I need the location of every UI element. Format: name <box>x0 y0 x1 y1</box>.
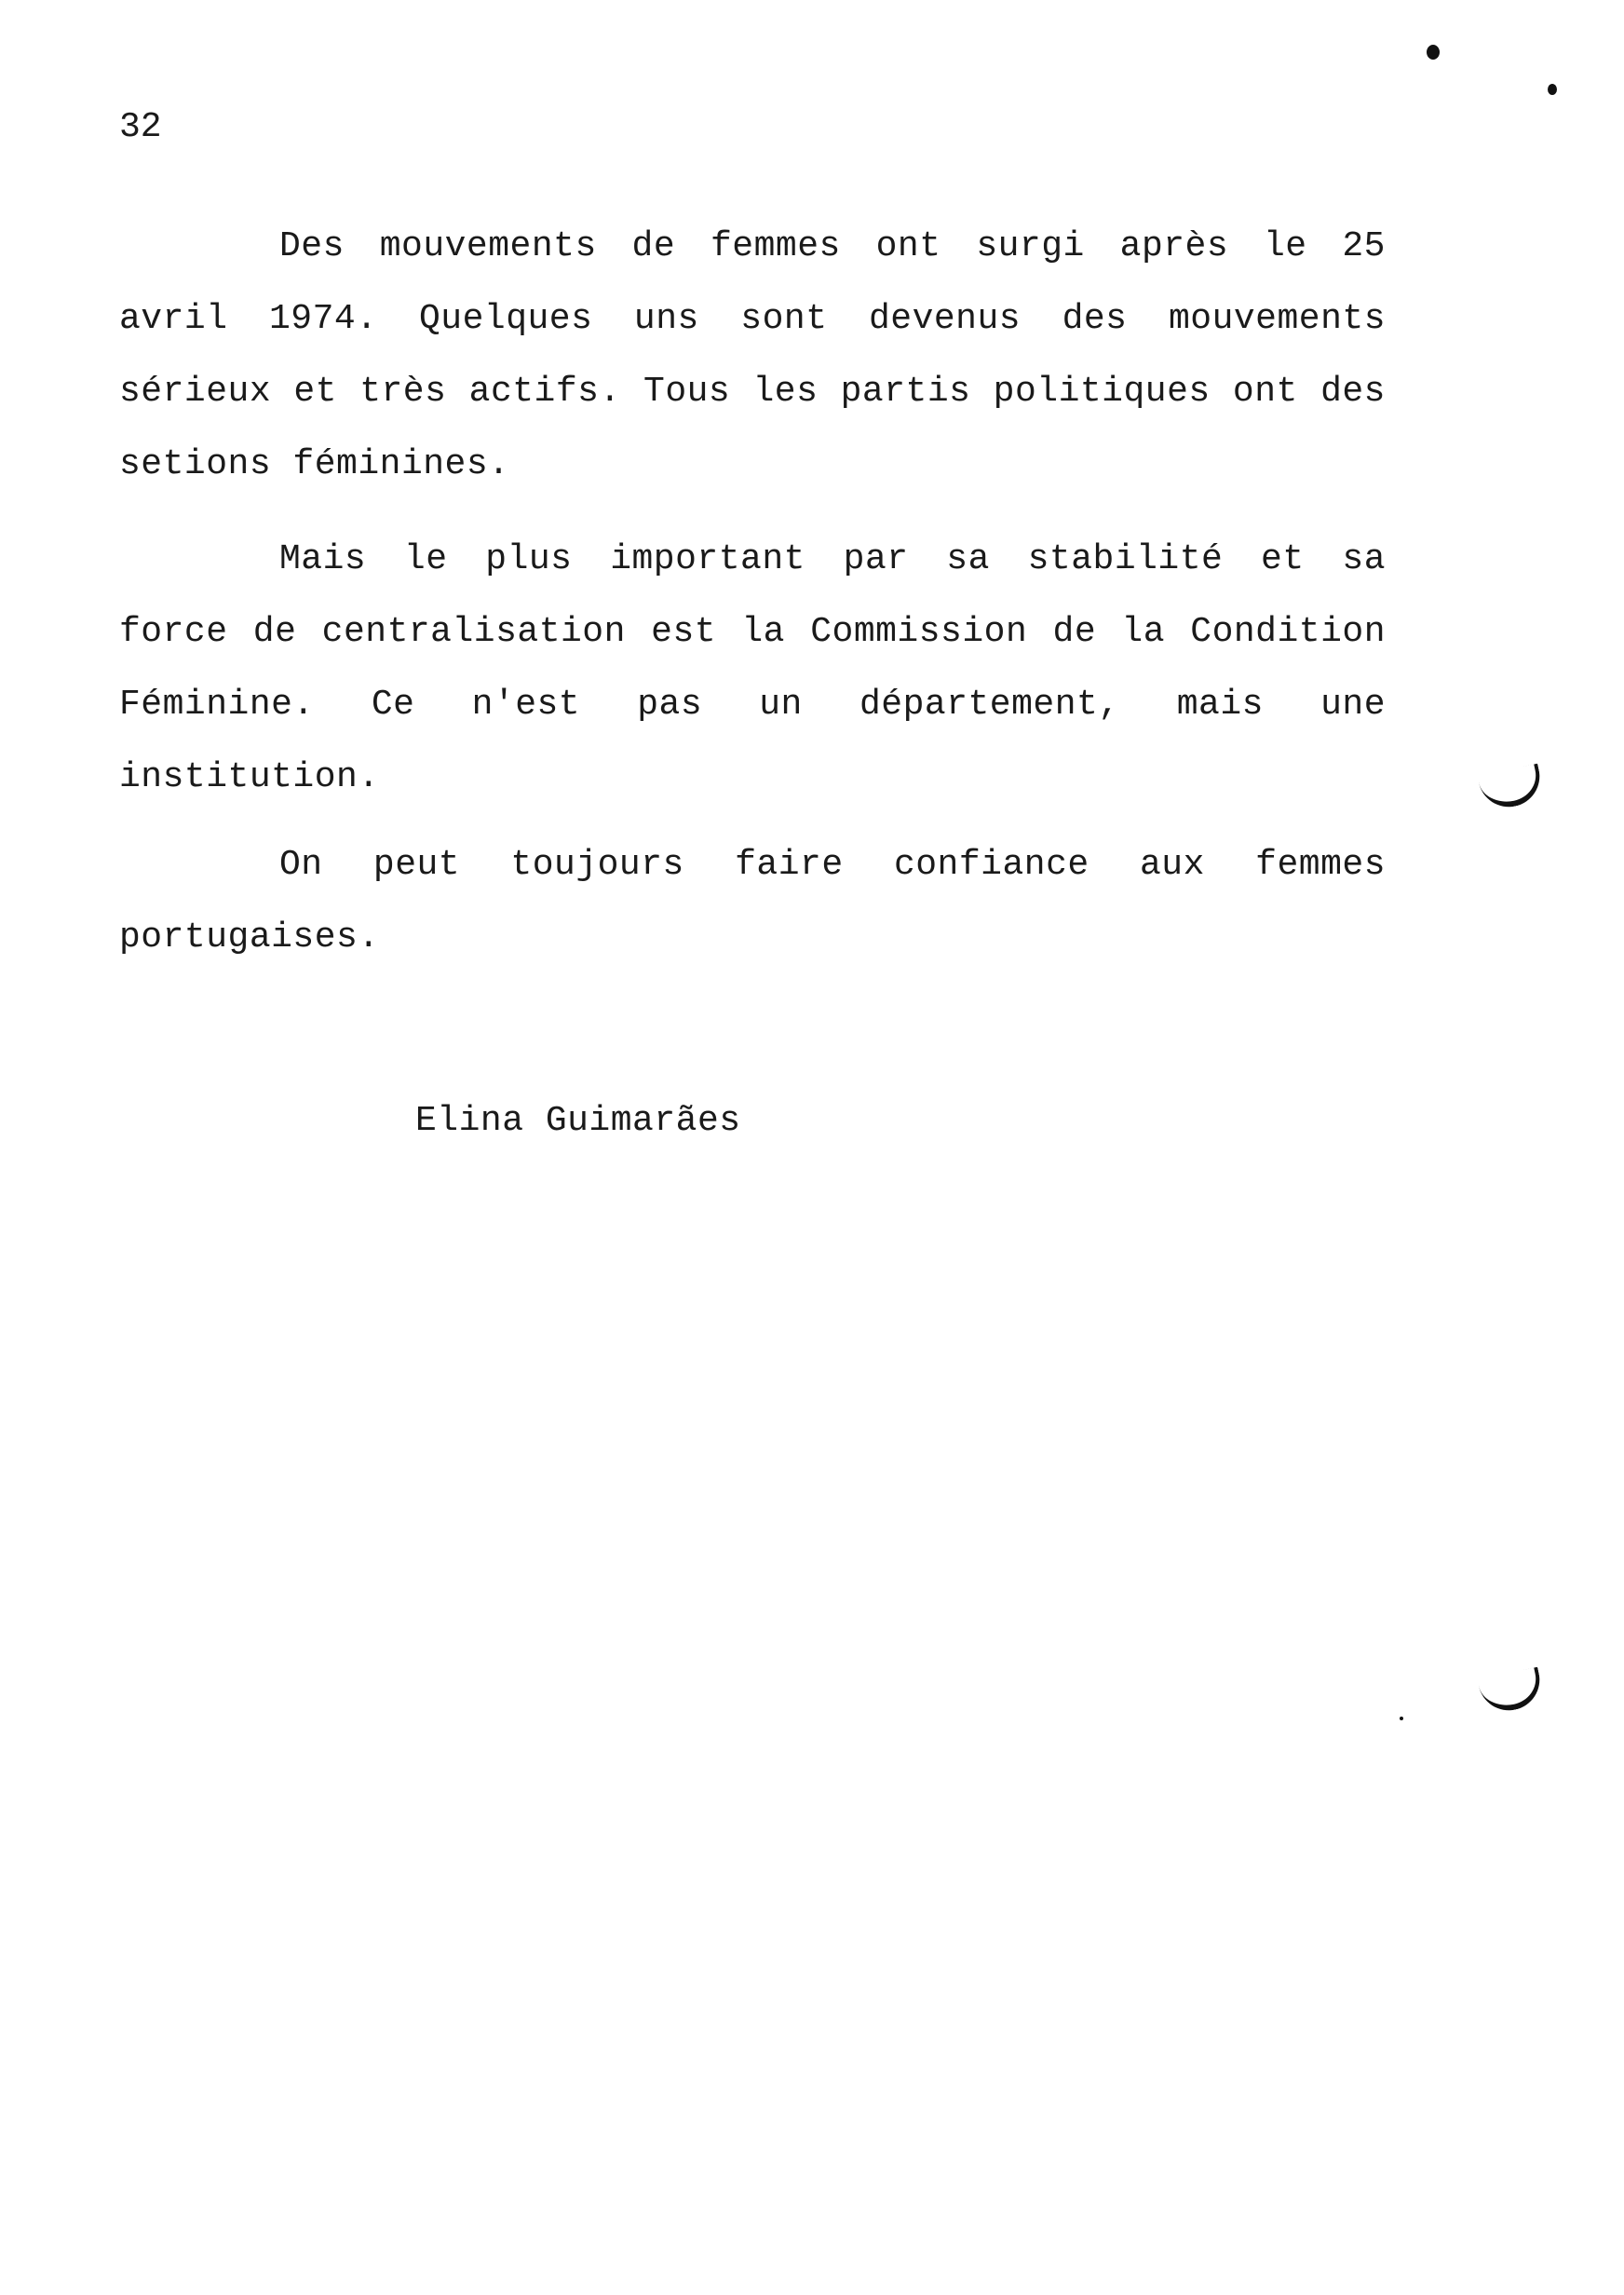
ink-dot-mark <box>1400 1717 1403 1720</box>
paragraph-1: Des mouvements de femmes ont surgi après le 25 avril 1974. Quelques uns sont devenus des mouvements sérieux et très actifs. Tous les partis politiques ont des setions féminines. <box>119 226 1386 484</box>
page-number: 32 <box>119 107 162 147</box>
paragraph-2: Mais le plus important par sa stabilité et sa force de centralisation est la Commission de la Condition Féminine. Ce n'est pas un département, mais une institution. <box>119 539 1386 797</box>
binding-hole-mark <box>1478 1667 1546 1717</box>
ink-dot-mark <box>1427 45 1440 60</box>
paragraph-3-block <box>119 829 1386 974</box>
binding-hole-mark <box>1478 764 1546 813</box>
ink-dot-mark <box>1548 84 1557 95</box>
signature: Elina Guimarães <box>415 1101 741 1141</box>
paragraph-2-block <box>119 523 1386 814</box>
paragraph-3: On peut toujours faire confiance aux femmes portugaises. <box>119 845 1386 957</box>
paragraph-1-block <box>119 210 1386 501</box>
